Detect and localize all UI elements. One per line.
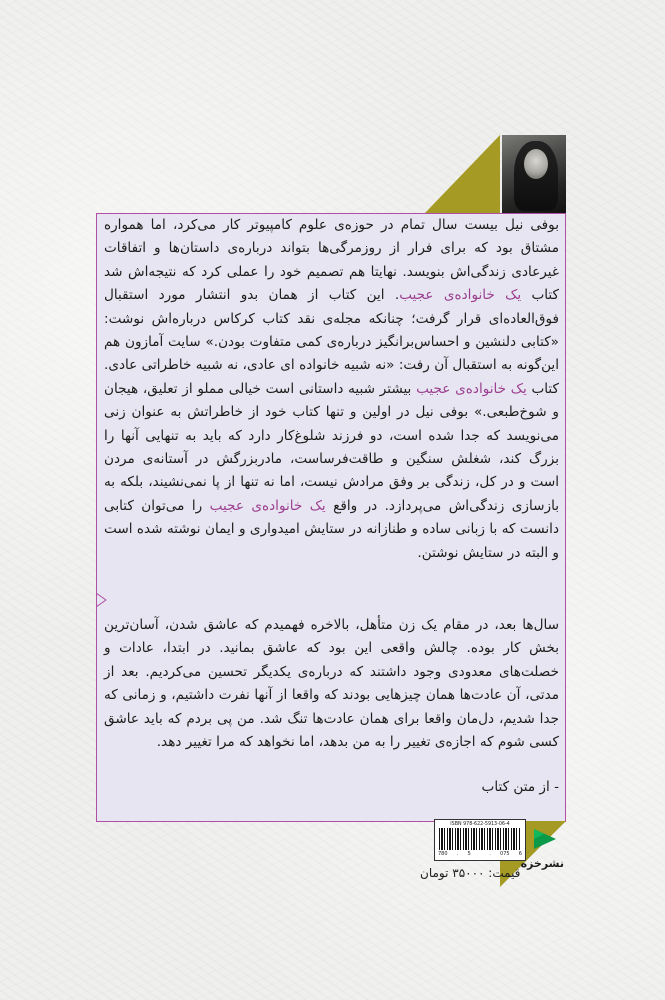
barcode-digit-group: 5: [467, 851, 471, 857]
author-portrait: [502, 135, 566, 213]
book-title-highlight: یک خانواده‌ی عجیب: [416, 380, 527, 397]
book-title-highlight: یک خانواده‌ی عجیب: [399, 287, 522, 304]
publisher-logo-icon: [530, 823, 560, 861]
olive-triangle-top: [425, 135, 500, 213]
description-text-segment: را می‌توان کتابی دانست که با زبانی ساده و طنازانه در ستایش امیدواری و ایمان نوشته شده است و البته در ستایش نوشتن.: [104, 497, 559, 561]
barcode-digit-group: 075: [500, 851, 510, 857]
barcode-digits: [438, 851, 522, 857]
book-title-highlight: یک خانواده‌ی عجیب: [209, 497, 326, 514]
price-label: قیمت: ۳۵۰۰۰ تومان: [420, 866, 521, 880]
excerpt-source: - از متن کتاب: [481, 779, 559, 795]
description-text-segment: بیشتر شبیه داستانی است خیالی مملو از تعلیق، هیجان و شوخ‌طبعی.» بوفی نیل در اولین و تنها کتاب خود از خاطراتش به عنوان زنی می‌نویسد که جدا شده است، دو فرزند شلوغ‌کار دارد که باید به تنهایی آنها را بزرگ کند، شغلش سنگین و طاقت‌فرساست، مادربزرگش در آستانه‌ی مردن است و در کل، زندگی بر وفق مرادش نیست، اما نه تنها از پا نمی‌نشیند، بلکه به بازسازی زندگی‌اش می‌پردازد. در واقع: [104, 380, 559, 514]
excerpt-paragraph: سال‌ها بعد، در مقام یک زن متأهل، بالاخره فهمیدم که عاشق شدن، آسان‌ترین بخش کار بوده. چالش واقعی این بود که عاشق بمانید. در ابتدا، عادات و خصلت‌های معدودی وجود داشتند که درباره‌ی یکدیگر تحسین می‌کردیم. بعد از مدتی، آن عادت‌ها همان چیزهایی بودند که واقعا از آنها نفرت داشتیم، و زمانی که جدا شدیم، دل‌مان واقعا برای همان عادت‌ها تنگ شد. من پی بردم که باید عاشق کسی شوم که اجازه‌ی تغییر را به من بدهد، اما نخواهد که مرا تغییر دهد.: [104, 617, 559, 751]
barcode-digit-group: 780: [438, 851, 448, 857]
portrait-face: [524, 149, 548, 179]
description-paragraph: [104, 214, 559, 565]
divider-notch-icon: [96, 593, 110, 607]
barcode-digit-group: 6: [518, 851, 522, 857]
barcode: [434, 819, 526, 861]
description-text-segment: بوفی نیل بیست سال تمام در حوزه‌ی علوم کامپیوتر کار می‌کرد، اما همواره مشتاق بود که برای فرار از روزمرگی‌ها بتواند درباره‌ی داستان‌ها و اتفاقات غیرعادی زندگی‌اش بنویسد. نهایتا هم تصمیم خود را عملی کرد که نتیجه‌اش شد کتاب: [104, 217, 559, 304]
barcode-digit-group: .: [489, 851, 491, 857]
barcode-bars: [439, 828, 521, 850]
barcode-digit-group: .: [456, 851, 459, 857]
publisher-name: نشرخزه: [520, 857, 564, 870]
description-text-segment: . این کتاب از همان بدو انتشار مورد استقبال فوق‌العاده‌ای قرار گرفت؛ چنانکه مجله‌ی نقد کتاب کرکاس درباره‌اش نوشت: «کتابی دلنشین و احساس‌برانگیز درباره‌ی کمی متفاوت بودن.» سایت آمازون هم این‌گونه به استقبال آن رفت: «نه شبیه خانواده ای عادی، نه شبیه خاطراتی عادی. کتاب: [104, 287, 559, 397]
barcode-isbn: ISBN 978-622-5913-06-4: [450, 822, 510, 827]
